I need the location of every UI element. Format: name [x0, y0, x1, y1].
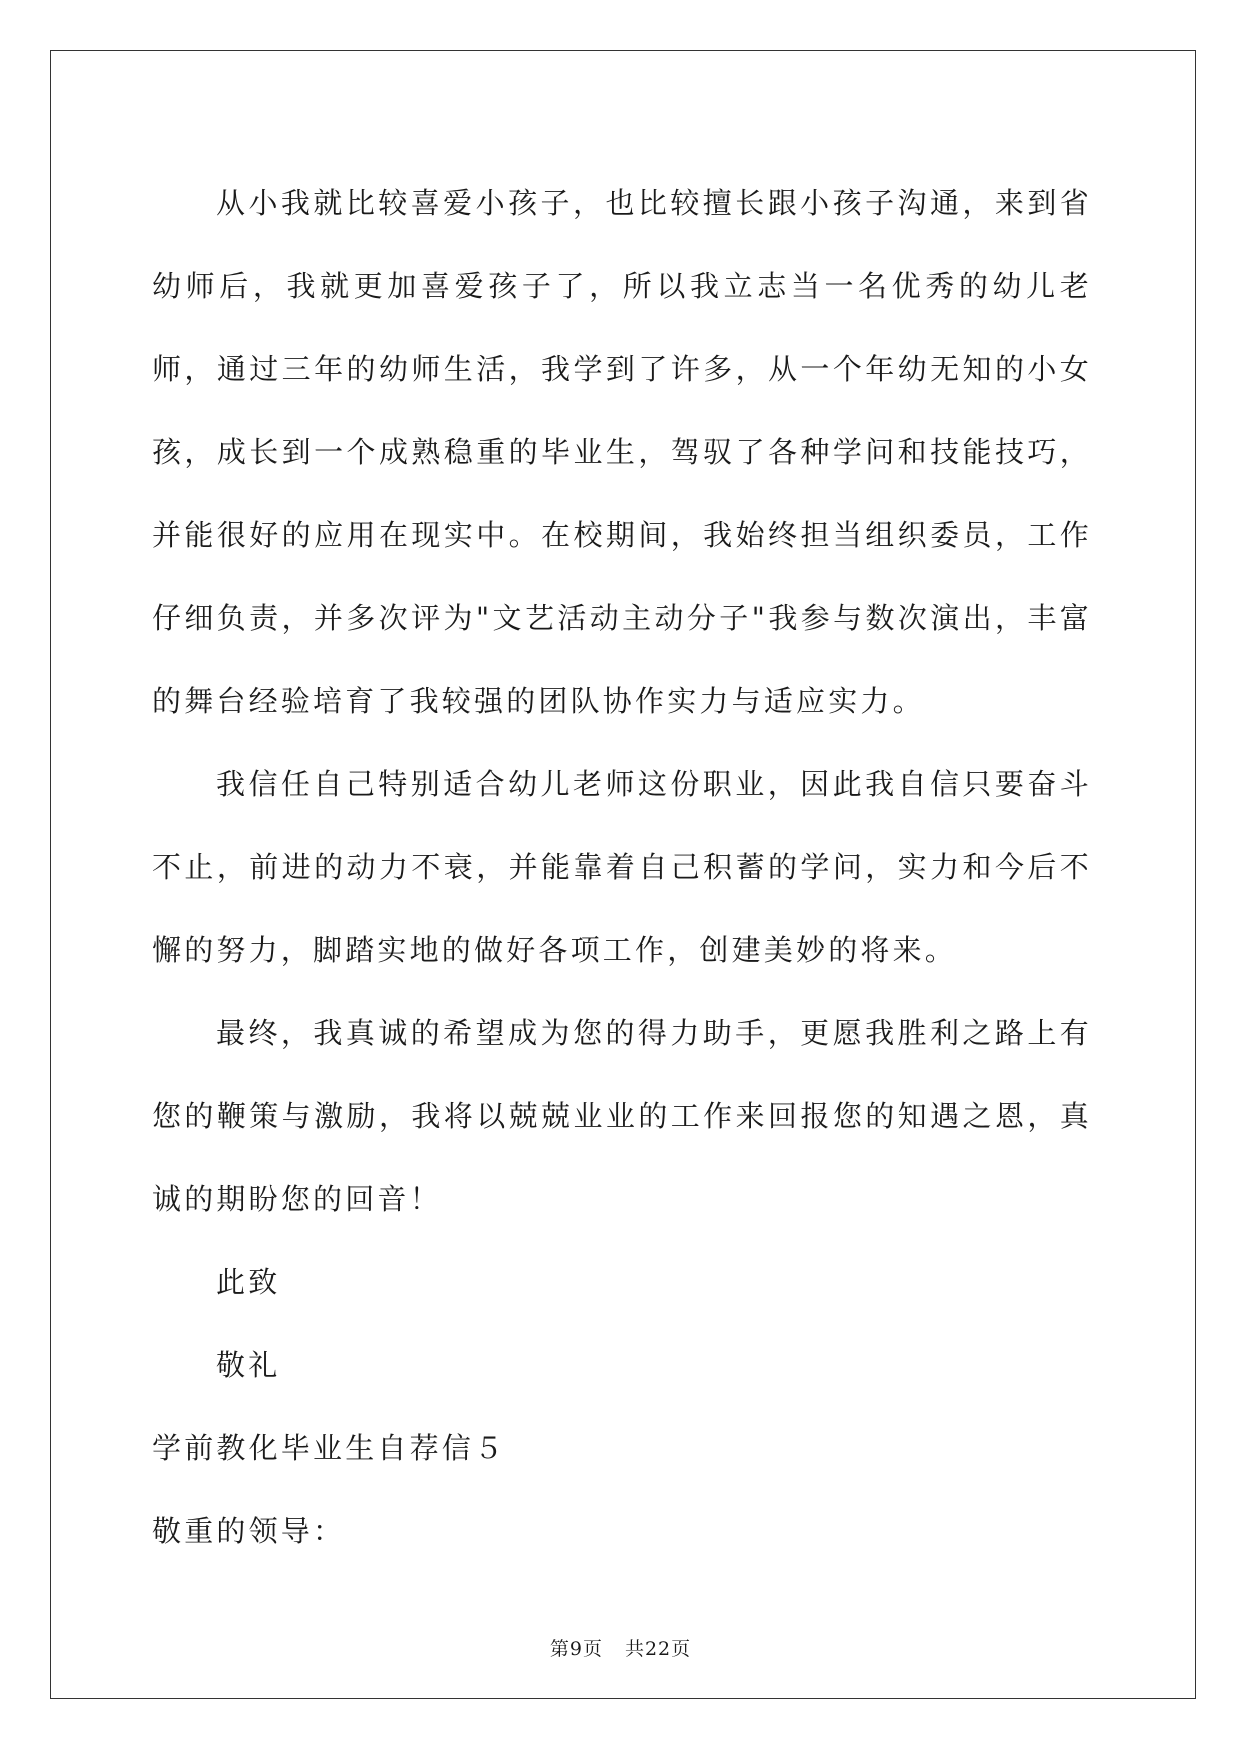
- document-body: [152, 162, 1092, 1573]
- closing-phrase-cizhi: 此致: [216, 1265, 281, 1299]
- closing-phrase-jingli: 敬礼: [216, 1348, 281, 1382]
- paragraph-closing: 最终，我真诚的希望成为您的得力助手，更愿我胜利之路上有您的鞭策与激励，我将以兢兢业业的工作来回报您的知遇之恩，真诚的期盼您的回音！: [152, 1016, 1092, 1216]
- salutation: 敬重的领导：: [152, 1514, 346, 1548]
- page-footer: [0, 1634, 1241, 1661]
- page-total: 共22页: [624, 1638, 692, 1660]
- paragraph-background: 从小我就比较喜爱小孩子，也比较擅长跟小孩子沟通，来到省幼师后，我就更加喜爱孩子了，所以我立志当一名优秀的幼儿老师，通过三年的幼师生活，我学到了许多，从一个年幼无知的小女孩，成长到一个成熟稳重的毕业生，驾驭了各种学问和技能技巧，并能很好的应用在现实中。在校期间，我始终担当组织委员，工作仔细负责，并多次评为"文艺活动主动分子"我参与数次演出，丰富的舞台经验培育了我较强的团队协作实力与适应实力。: [152, 186, 1092, 718]
- page-number: 第9页: [549, 1638, 603, 1660]
- paragraph-confidence: 我信任自己特别适合幼儿老师这份职业，因此我自信只要奋斗不止，前进的动力不衰，并能靠着自己积蓄的学问，实力和今后不懈的努力，脚踏实地的做好各项工作，创建美妙的将来。: [152, 767, 1092, 967]
- next-letter-title: 学前教化毕业生自荐信５: [152, 1431, 507, 1465]
